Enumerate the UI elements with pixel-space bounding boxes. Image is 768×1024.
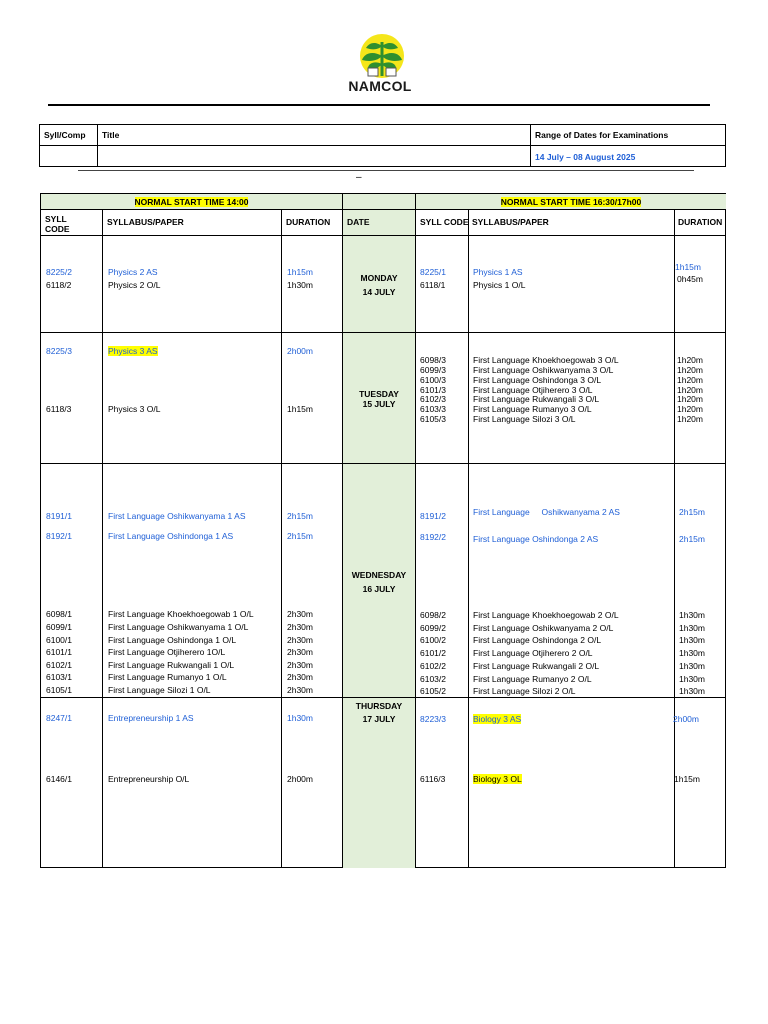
left-code: 6146/1	[46, 774, 72, 784]
right-code: 6103/3	[420, 404, 446, 414]
left-paper: First Language Khoekhoegowab 1 O/L	[108, 609, 254, 619]
col-header-duration-right: DURATION	[678, 217, 723, 227]
right-paper: First Language Oshikwanyama 2 O/L	[473, 623, 614, 633]
col-header-syll-code-right: SYLL CODE	[420, 217, 469, 227]
right-duration: 1h30m	[679, 674, 705, 684]
right-code: 6099/3	[420, 365, 446, 375]
left-code: 8247/1	[46, 713, 72, 723]
right-duration: 1h20m	[677, 394, 703, 404]
right-code: 6098/2	[420, 610, 446, 620]
right-duration: 1h30m	[679, 635, 705, 645]
right-session-title: NORMAL START TIME 16:30/17h00	[500, 197, 642, 207]
dash-mark: –	[356, 172, 362, 183]
left-paper: First Language Otjiherero 1O/L	[108, 647, 226, 657]
right-code: 6102/3	[420, 394, 446, 404]
column-header-divider	[41, 235, 726, 236]
right-code: 6105/2	[420, 686, 446, 696]
right-paper: Physics 1 O/L	[473, 280, 526, 290]
right-code: 8191/2	[420, 511, 446, 521]
left-code: 8192/1	[46, 531, 72, 541]
right-duration: 2h15m	[679, 507, 705, 517]
left-duration: 2h30m	[287, 609, 313, 619]
syll-comp-header: Syll/Comp	[44, 130, 86, 140]
right-code: 6103/2	[420, 674, 446, 684]
date-range-header: Range of Dates for Examinations	[535, 130, 669, 140]
right-paper: First Language Khoekhoegowab 3 O/L	[473, 355, 619, 365]
right-paper: First Language Otjiherero 2 O/L	[473, 648, 593, 658]
day-date: 17 JULY	[362, 714, 396, 724]
left-paper: First Language Rumanyo 1 O/L	[108, 672, 227, 682]
right-duration: 1h20m	[677, 385, 703, 395]
left-duration: 2h30m	[287, 685, 313, 695]
left-paper: Entrepreneurship 1 AS	[108, 713, 194, 723]
right-code: 6099/2	[420, 623, 446, 633]
right-code: 6105/3	[420, 414, 446, 424]
day-date: 14 JULY	[362, 287, 396, 297]
left-code: 6099/1	[46, 622, 72, 632]
right-duration: 1h20m	[677, 375, 703, 385]
left-paper: First Language Oshindonga 1 O/L	[108, 635, 237, 645]
right-duration: 1h20m	[677, 365, 703, 375]
right-code: 6118/1	[420, 280, 446, 290]
right-code: 6116/3	[420, 774, 446, 784]
left-duration: 2h00m	[287, 346, 313, 356]
right-code: 8225/1	[420, 267, 446, 277]
col-divider	[281, 209, 282, 868]
right-duration: 1h30m	[679, 648, 705, 658]
left-session-title: NORMAL START TIME 14:00	[134, 197, 249, 207]
tuesday-row-divider	[41, 463, 726, 464]
right-paper: Physics 1 AS	[473, 267, 523, 277]
right-paper: First Language Rumanyo 2 O/L	[473, 674, 592, 684]
date-range-value: 14 July – 08 August 2025	[535, 152, 636, 162]
session-row-divider	[41, 209, 726, 210]
left-code: 8225/3	[46, 346, 72, 356]
col-header-duration: DURATION	[286, 217, 331, 227]
right-paper: First Language Oshindonga 3 O/L	[473, 375, 602, 385]
left-code: 8225/2	[46, 267, 72, 277]
left-duration: 1h15m	[287, 267, 313, 277]
right-duration: 1h20m	[677, 355, 703, 365]
right-code: 8223/3	[420, 714, 446, 724]
left-code: 6100/1	[46, 635, 72, 645]
col-header-syllabus-right: SYLLABUS/PAPER	[472, 217, 549, 227]
right-duration: 1h30m	[679, 623, 705, 633]
right-duration: 2h15m	[679, 534, 705, 544]
right-paper: First Language Khoekhoegowab 2 O/L	[473, 610, 619, 620]
left-code: 6102/1	[46, 660, 72, 670]
exam-info-table	[39, 124, 726, 167]
right-duration: 1h30m	[679, 686, 705, 696]
thin-rule	[78, 170, 694, 171]
right-paper: First Language Otjiherero 3 O/L	[473, 385, 593, 395]
right-duration: 1h30m	[679, 610, 705, 620]
right-duration: 1h15m	[674, 774, 700, 784]
left-paper: Physics 2 O/L	[108, 280, 161, 290]
right-paper: First Language Oshikwanyama 3 O/L	[473, 365, 614, 375]
left-code: 6105/1	[46, 685, 72, 695]
info-table-row-divider	[40, 145, 725, 146]
left-code: 8191/1	[46, 511, 72, 521]
right-code: 6098/3	[420, 355, 446, 365]
right-duration: 1h20m	[677, 404, 703, 414]
col-divider	[468, 209, 469, 868]
left-code: 6118/2	[46, 280, 72, 290]
left-code: 6103/1	[46, 672, 72, 682]
right-paper: Biology 3 OL	[473, 774, 522, 784]
left-paper: Physics 3 O/L	[108, 404, 161, 414]
monday-row-divider	[41, 332, 726, 333]
left-paper: First Language Silozi 1 O/L	[108, 685, 211, 695]
col-divider	[102, 209, 103, 868]
exam-schedule-table	[40, 193, 726, 868]
day-date: 15 JULY	[362, 399, 396, 409]
right-code: 8192/2	[420, 532, 446, 542]
right-duration: 1h30m	[679, 661, 705, 671]
left-duration: 2h30m	[287, 672, 313, 682]
left-paper: Physics 3 AS	[108, 346, 158, 356]
right-paper: Biology 3 AS	[473, 714, 522, 724]
right-duration: 2h00m	[673, 714, 699, 724]
left-code: 6098/1	[46, 609, 72, 619]
day-label: TUESDAY	[359, 389, 399, 399]
left-duration: 1h30m	[287, 713, 313, 723]
left-duration: 2h15m	[287, 531, 313, 541]
right-code: 6101/3	[420, 385, 446, 395]
header-rule	[48, 104, 710, 106]
right-code: 6100/2	[420, 635, 446, 645]
col-header-date: DATE	[347, 217, 370, 227]
right-paper: First Language Rumanyo 3 O/L	[473, 404, 592, 414]
left-paper: First Language Rukwangali 1 O/L	[108, 660, 235, 670]
right-paper: First Language Oshindonga 2 AS	[473, 534, 599, 544]
day-label: MONDAY	[360, 273, 398, 283]
info-table-col-divider	[530, 125, 531, 166]
right-paper: First Language Oshindonga 2 O/L	[473, 635, 602, 645]
left-duration: 2h30m	[287, 622, 313, 632]
wednesday-row-divider	[41, 697, 726, 698]
right-code: 6101/2	[420, 648, 446, 658]
day-date: 16 JULY	[362, 584, 396, 594]
left-duration: 2h30m	[287, 635, 313, 645]
right-code: 6102/2	[420, 661, 446, 671]
left-code: 6101/1	[46, 647, 72, 657]
left-duration: 2h15m	[287, 511, 313, 521]
left-paper: Physics 2 AS	[108, 267, 158, 277]
left-paper: First Language Oshindonga 1 AS	[108, 531, 234, 541]
right-paper: First Language Silozi 3 O/L	[473, 414, 576, 424]
left-duration: 2h30m	[287, 660, 313, 670]
left-duration: 2h30m	[287, 647, 313, 657]
right-paper: First Language Silozi 2 O/L	[473, 686, 576, 696]
left-paper: First Language Oshikwanyama 1 O/L	[108, 622, 249, 632]
left-duration: 2h00m	[287, 774, 313, 784]
left-paper: First Language Oshikwanyama 1 AS	[108, 511, 246, 521]
title-header: Title	[102, 130, 120, 140]
left-paper: Entrepreneurship O/L	[108, 774, 190, 784]
col-header-syllabus: SYLLABUS/PAPER	[107, 217, 184, 227]
col-header-syll-code: SYLL CODE	[45, 214, 70, 234]
right-duration: 1h20m	[677, 414, 703, 424]
right-paper: First Language Oshikwanyama 2 AS	[473, 507, 620, 517]
col-divider	[674, 209, 675, 868]
right-paper: First Language Rukwangali 2 O/L	[473, 661, 600, 671]
brand-name: NAMCOL	[348, 78, 412, 94]
right-paper: First Language Rukwangali 3 O/L	[473, 394, 600, 404]
day-label: WEDNESDAY	[351, 570, 407, 580]
info-table-col-divider	[97, 125, 98, 166]
left-duration: 1h30m	[287, 280, 313, 290]
right-duration: 0h45m	[677, 274, 703, 284]
left-code: 6118/3	[46, 404, 72, 414]
day-label: THURSDAY	[355, 701, 403, 711]
left-duration: 1h15m	[287, 404, 313, 414]
right-code: 6100/3	[420, 375, 446, 385]
right-duration: 1h15m	[675, 262, 701, 272]
